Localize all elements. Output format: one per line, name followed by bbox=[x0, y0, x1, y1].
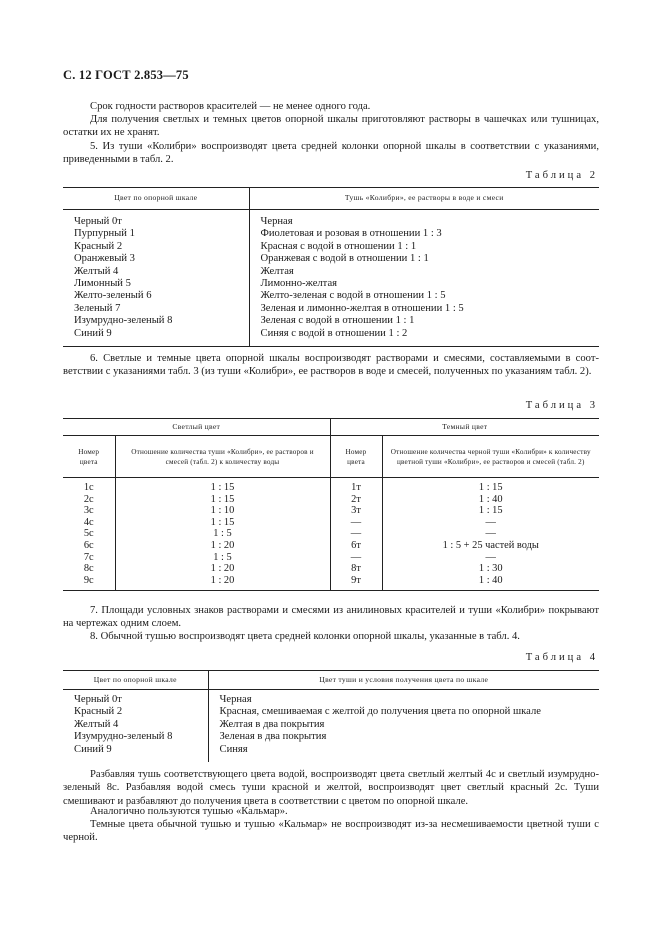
table3-cell-num-light: 2с bbox=[63, 494, 115, 506]
table-row bbox=[63, 328, 599, 347]
table2-cell-ink: Синяя с водой в отношении 1 : 2 bbox=[260, 327, 408, 339]
table-2 bbox=[63, 187, 599, 347]
table3-cell-num-dark: 6т bbox=[330, 540, 382, 552]
table2-cell-ink: Желто-зеленая с водой в отношении 1 : 5 bbox=[260, 290, 446, 302]
table3-cell-ratio-dark: — bbox=[485, 551, 496, 563]
table-row bbox=[63, 528, 599, 540]
table3-cell-num-dark: 9т bbox=[330, 575, 382, 591]
table3-cell-num-light: 4с bbox=[63, 517, 115, 529]
table3-cell-num-light: 6с bbox=[63, 540, 115, 552]
table-row bbox=[63, 505, 599, 517]
table3-cell-num-light: 3с bbox=[63, 505, 115, 517]
table-row bbox=[63, 719, 599, 731]
table3-cell-num-light: 5с bbox=[63, 528, 115, 540]
table3-cell-num-dark: 1т bbox=[330, 478, 382, 494]
table-row bbox=[63, 210, 599, 229]
paragraph-item-6: 6. Светлые и темные цвета опорной шкалы воспроизводят растворами и смесями, составляемыми в соответствии с указаниями табл. 3 (из туши «Колибри», ее растворов в воде и смесей, полученных по указаниям табл. 2). bbox=[63, 353, 599, 378]
table-row bbox=[63, 540, 599, 552]
table4-cell-ink: Зеленая в два покрытия bbox=[219, 731, 327, 743]
table-row bbox=[63, 228, 599, 240]
table4-cell-scale: Черный 0т bbox=[63, 690, 208, 707]
paragraph-item-8: 8. Обычной тушью воспроизводят цвета средней колонки опорной шкалы, указанные в табл. 4. bbox=[90, 631, 520, 642]
table3-cell-num-light: 7с bbox=[63, 552, 115, 564]
table3-header-dark: Темный цвет bbox=[442, 422, 488, 431]
table-row bbox=[63, 731, 599, 743]
table3-cell-num-light: 9с bbox=[63, 575, 115, 591]
table4-cell-scale: Желтый 4 bbox=[63, 719, 208, 731]
table3-cell-num-light: 8с bbox=[63, 563, 115, 575]
table-row bbox=[63, 315, 599, 327]
table4-caption: Таблица 4 bbox=[525, 652, 598, 663]
paragraph-dilution: Разбавляя тушь соответствующего цвета водой, воспроизводят цвета светлый желтый 4с и светлый изумрудно-зеленый 8с. Разбавляя водой смесь туши красной и желтой, воспроизводят цвет светлый красный 2с. Туши смешивают и разбавляют до получения цвета в соответствии с цветом по опорной шкале. bbox=[63, 769, 599, 807]
table4-cell-ink: Красная, смешиваемая с желтой до получения цвета по опорной шкале bbox=[219, 706, 541, 718]
table2-cell-ink: Лимонно-желтая bbox=[260, 278, 338, 290]
table3-cell-num-dark: 2т bbox=[330, 494, 382, 506]
table-row bbox=[63, 744, 599, 762]
table-row bbox=[63, 494, 599, 506]
table3-cell-num-dark: — bbox=[330, 528, 382, 540]
table3-cell-ratio-light: 1 : 5 bbox=[115, 552, 330, 564]
table3-cell-ratio-dark: 1 : 40 bbox=[478, 493, 503, 505]
table3-header-ratio-dark: Отношение количества черной туши «Колибри» к количеству цветной туши «Колибри», ее растворов и смесей (табл. 2) bbox=[390, 447, 591, 466]
table3-cell-num-dark: — bbox=[330, 517, 382, 529]
table-row bbox=[63, 253, 599, 265]
table2-cell-scale: Лимонный 5 bbox=[63, 278, 249, 290]
table3-cell-ratio-dark: — bbox=[485, 528, 496, 540]
table3-cell-ratio-dark: 1 : 5 + 25 частей воды bbox=[442, 539, 539, 551]
table3-cell-num-dark: — bbox=[330, 552, 382, 564]
table2-cell-ink: Красная с водой в отношении 1 : 1 bbox=[260, 240, 417, 252]
table4-cell-ink: Синяя bbox=[219, 743, 248, 755]
table2-cell-ink: Оранжевая с водой в отношении 1 : 1 bbox=[260, 253, 429, 265]
table-3 bbox=[63, 418, 599, 591]
table-row bbox=[63, 517, 599, 529]
table-row bbox=[63, 478, 599, 494]
table3-header-light: Светлый цвет bbox=[63, 419, 330, 436]
table2-cell-scale: Красный 2 bbox=[63, 241, 249, 253]
table3-cell-ratio-light: 1 : 5 bbox=[115, 528, 330, 540]
table3-caption: Таблица 3 bbox=[525, 400, 598, 411]
table4-body bbox=[63, 690, 599, 763]
table2-cell-ink: Зеленая с водой в отношении 1 : 1 bbox=[260, 315, 415, 327]
table-row bbox=[63, 575, 599, 591]
table3-cell-ratio-light: 1 : 10 bbox=[115, 505, 330, 517]
table3-cell-ratio-dark: 1 : 30 bbox=[478, 563, 503, 575]
table-row bbox=[63, 563, 599, 575]
paragraph-solutions: Для получения светлых и темных цветов опорной шкалы приготовляют растворы в чашечках или тушницах, остатки их не хранят. bbox=[63, 114, 599, 139]
table3-header-num-light: Номер цвета bbox=[63, 436, 115, 478]
table3-cell-ratio-light: 1 : 15 bbox=[115, 517, 330, 529]
table2-cell-scale: Синий 9 bbox=[63, 328, 249, 347]
table-row bbox=[63, 552, 599, 564]
table2-cell-ink: Зеленая и лимонно-желтая в отношении 1 : 5 bbox=[260, 302, 464, 314]
table3-cell-ratio-light: 1 : 20 bbox=[115, 563, 330, 575]
table3-cell-num-light: 1с bbox=[63, 478, 115, 494]
table3-cell-num-dark: 3т bbox=[330, 505, 382, 517]
table2-cell-scale: Желтый 4 bbox=[63, 266, 249, 278]
paragraph-item-7: 7. Площади условных знаков растворами и смесями из анилиновых красителей и туши «Колибри» покрывают на чертежах одним слоем. bbox=[63, 605, 599, 630]
table3-cell-ratio-dark: 1 : 15 bbox=[478, 505, 503, 517]
table3-cell-num-dark: 8т bbox=[330, 563, 382, 575]
paragraph-dark-colors: Темные цвета обычной тушью и тушью «Кальмар» не воспроизводят из-за несмешиваемости цветной туши с черной. bbox=[63, 819, 599, 844]
table3-cell-ratio-light: 1 : 15 bbox=[115, 494, 330, 506]
table2-cell-scale: Оранжевый 3 bbox=[63, 253, 249, 265]
table3-cell-ratio-dark: — bbox=[485, 516, 496, 528]
table2-cell-ink: Желтая bbox=[260, 265, 294, 277]
table-4 bbox=[63, 670, 599, 762]
page-header: С. 12 ГОСТ 2.853—75 bbox=[63, 68, 189, 82]
table3-cell-ratio-light: 1 : 20 bbox=[115, 540, 330, 552]
table3-header-ratio-light: Отношение количества туши «Колибри», ее растворов и смесей (табл. 2) к количеству воды bbox=[115, 436, 330, 478]
table4-cell-scale: Изумрудно-зеленый 8 bbox=[63, 731, 208, 743]
table-row bbox=[63, 690, 599, 707]
table3-cell-ratio-dark: 1 : 40 bbox=[478, 574, 503, 586]
table2-header-scale: Цвет по опорной шкале bbox=[63, 188, 249, 210]
table4-cell-scale: Синий 9 bbox=[63, 744, 208, 762]
table4-cell-scale: Красный 2 bbox=[63, 706, 208, 718]
table3-header-num-dark: Номер цвета bbox=[330, 436, 382, 478]
table4-header-scale: Цвет по опорной шкале bbox=[63, 671, 208, 690]
table2-cell-scale: Зеленый 7 bbox=[63, 303, 249, 315]
table3-body bbox=[63, 478, 599, 591]
table3-cell-ratio-light: 1 : 20 bbox=[115, 575, 330, 591]
table4-cell-ink: Желтая в два покрытия bbox=[219, 718, 325, 730]
table3-cell-ratio-dark: 1 : 15 bbox=[478, 482, 503, 493]
table2-caption: Таблица 2 bbox=[525, 170, 598, 181]
table2-header-ink: Тушь «Колибри», ее растворы в воде и смеси bbox=[344, 193, 504, 203]
table4-cell-ink: Черная bbox=[219, 694, 252, 705]
paragraph-item-5: 5. Из туши «Колибри» воспроизводят цвета средней колонки опорной шкалы в соответствии с указаниями, приведенными в табл. 2. bbox=[63, 141, 599, 166]
table-row bbox=[63, 303, 599, 315]
table2-cell-scale: Изумрудно-зеленый 8 bbox=[63, 315, 249, 327]
table3-cell-ratio-light: 1 : 15 bbox=[115, 478, 330, 494]
table2-cell-scale: Желто-зеленый 6 bbox=[63, 290, 249, 302]
table2-cell-ink: Фиолетовая и розовая в отношении 1 : 3 bbox=[260, 228, 442, 240]
table4-header-ink: Цвет туши и условия получения цвета по шкале bbox=[319, 674, 489, 684]
table2-body bbox=[63, 210, 599, 347]
table2-cell-ink: Черная bbox=[260, 216, 293, 227]
table2-cell-scale: Черный 0т bbox=[63, 210, 249, 229]
table-row bbox=[63, 241, 599, 253]
paragraph-kalmar: Аналогично пользуются тушью «Кальмар». bbox=[90, 806, 288, 817]
table-row bbox=[63, 278, 599, 290]
table-row bbox=[63, 290, 599, 302]
table-row bbox=[63, 266, 599, 278]
table-row bbox=[63, 706, 599, 718]
table2-cell-scale: Пурпурный 1 bbox=[63, 228, 249, 240]
paragraph-shelf-life: Срок годности растворов красителей — не менее одного года. bbox=[90, 101, 371, 112]
